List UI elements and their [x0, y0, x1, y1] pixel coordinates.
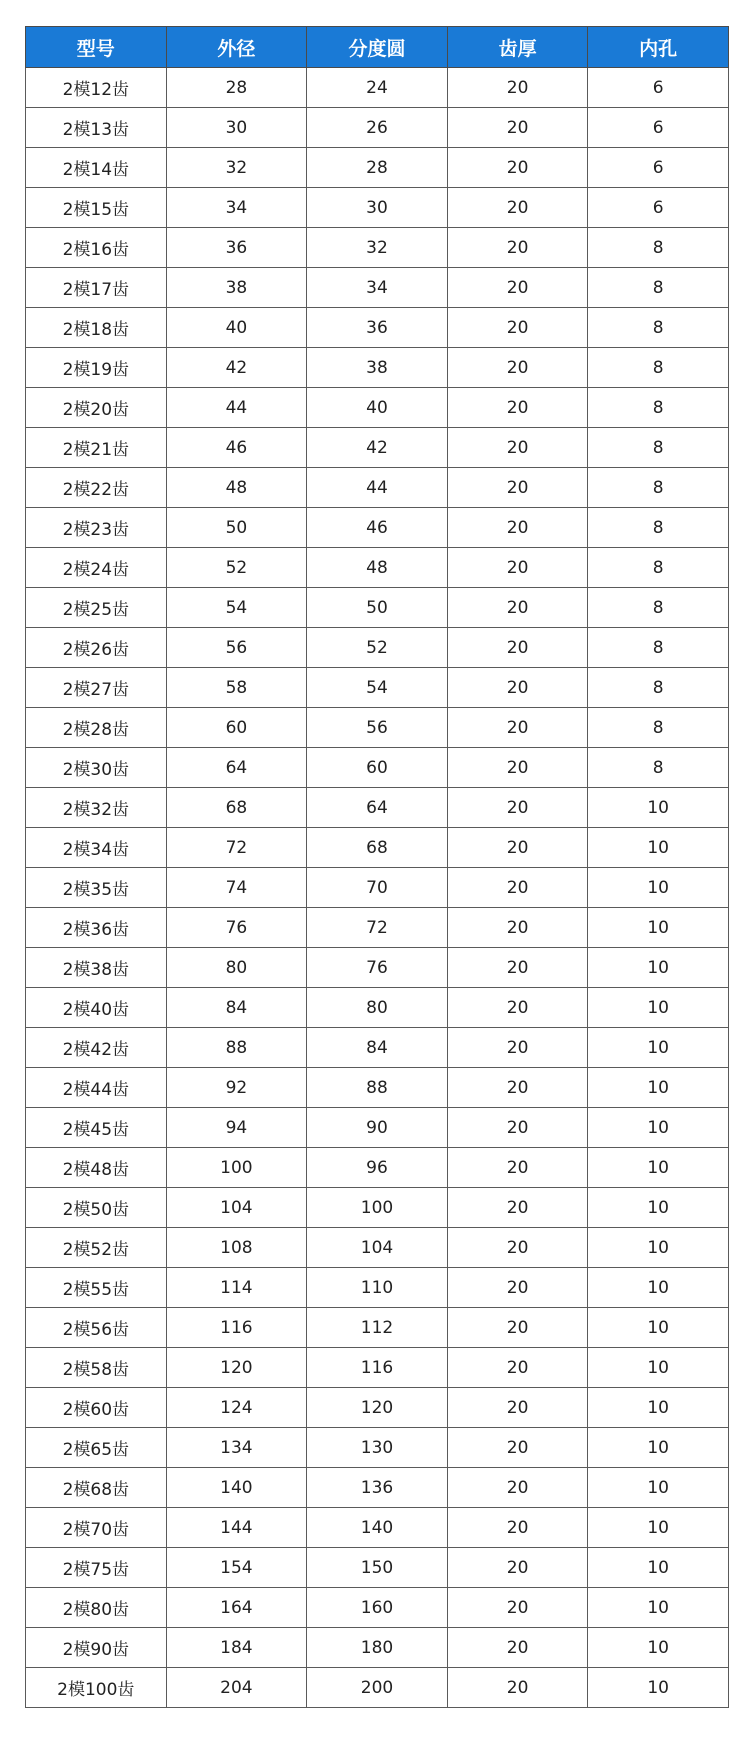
table-row — [26, 1428, 729, 1468]
cell-tooth-thickness: 20 — [447, 388, 588, 428]
table-row — [26, 828, 729, 868]
cell-outer-diameter: 154 — [166, 1548, 307, 1588]
cell-bore: 8 — [588, 548, 729, 588]
cell-outer-diameter: 68 — [166, 788, 307, 828]
cell-model: 2模18齿 — [26, 308, 167, 348]
cell-tooth-thickness: 20 — [447, 1228, 588, 1268]
cell-model: 2模19齿 — [26, 348, 167, 388]
cell-bore: 8 — [588, 308, 729, 348]
cell-tooth-thickness: 20 — [447, 908, 588, 948]
table-row — [26, 708, 729, 748]
table-row — [26, 428, 729, 468]
cell-model: 2模58齿 — [26, 1348, 167, 1388]
cell-pitch-circle: 90 — [307, 1108, 448, 1148]
cell-pitch-circle: 72 — [307, 908, 448, 948]
cell-outer-diameter: 56 — [166, 628, 307, 668]
cell-model: 2模42齿 — [26, 1028, 167, 1068]
cell-bore: 6 — [588, 148, 729, 188]
cell-pitch-circle: 44 — [307, 468, 448, 508]
table-row — [26, 228, 729, 268]
cell-model: 2模27齿 — [26, 668, 167, 708]
column-header-outer-diameter: 外径 — [166, 27, 307, 68]
cell-model: 2模80齿 — [26, 1588, 167, 1628]
cell-tooth-thickness: 20 — [447, 1428, 588, 1468]
cell-model: 2模68齿 — [26, 1468, 167, 1508]
cell-model: 2模55齿 — [26, 1268, 167, 1308]
cell-bore: 10 — [588, 1308, 729, 1348]
table-row — [26, 908, 729, 948]
cell-bore: 8 — [588, 268, 729, 308]
cell-pitch-circle: 130 — [307, 1428, 448, 1468]
cell-pitch-circle: 150 — [307, 1548, 448, 1588]
cell-tooth-thickness: 20 — [447, 188, 588, 228]
cell-bore: 8 — [588, 508, 729, 548]
cell-tooth-thickness: 20 — [447, 1148, 588, 1188]
cell-pitch-circle: 110 — [307, 1268, 448, 1308]
table-row — [26, 1028, 729, 1068]
cell-tooth-thickness: 20 — [447, 548, 588, 588]
table-row — [26, 548, 729, 588]
cell-bore: 8 — [588, 628, 729, 668]
table-row — [26, 1388, 729, 1428]
cell-tooth-thickness: 20 — [447, 1108, 588, 1148]
cell-bore: 8 — [588, 228, 729, 268]
table-row — [26, 1188, 729, 1228]
cell-bore: 10 — [588, 1028, 729, 1068]
cell-tooth-thickness: 20 — [447, 1588, 588, 1628]
cell-tooth-thickness: 20 — [447, 308, 588, 348]
table-row — [26, 1268, 729, 1308]
cell-pitch-circle: 52 — [307, 628, 448, 668]
cell-outer-diameter: 52 — [166, 548, 307, 588]
cell-model: 2模16齿 — [26, 228, 167, 268]
cell-tooth-thickness: 20 — [447, 468, 588, 508]
table-row — [26, 108, 729, 148]
cell-pitch-circle: 180 — [307, 1628, 448, 1668]
cell-tooth-thickness: 20 — [447, 868, 588, 908]
column-header-model: 型号 — [26, 27, 167, 68]
cell-bore: 8 — [588, 748, 729, 788]
cell-outer-diameter: 184 — [166, 1628, 307, 1668]
cell-bore: 8 — [588, 468, 729, 508]
cell-tooth-thickness: 20 — [447, 1348, 588, 1388]
cell-outer-diameter: 58 — [166, 668, 307, 708]
table-row — [26, 148, 729, 188]
cell-outer-diameter: 76 — [166, 908, 307, 948]
table-row — [26, 1108, 729, 1148]
table-row — [26, 588, 729, 628]
cell-pitch-circle: 70 — [307, 868, 448, 908]
cell-model: 2模70齿 — [26, 1508, 167, 1548]
cell-tooth-thickness: 20 — [447, 668, 588, 708]
cell-model: 2模24齿 — [26, 548, 167, 588]
cell-pitch-circle: 96 — [307, 1148, 448, 1188]
cell-outer-diameter: 92 — [166, 1068, 307, 1108]
cell-outer-diameter: 164 — [166, 1588, 307, 1628]
cell-model: 2模40齿 — [26, 988, 167, 1028]
table-body — [26, 68, 729, 1708]
cell-outer-diameter: 42 — [166, 348, 307, 388]
cell-tooth-thickness: 20 — [447, 1308, 588, 1348]
cell-pitch-circle: 88 — [307, 1068, 448, 1108]
table-row — [26, 388, 729, 428]
cell-bore: 10 — [588, 788, 729, 828]
cell-bore: 10 — [588, 1188, 729, 1228]
cell-bore: 10 — [588, 1108, 729, 1148]
table-row — [26, 1468, 729, 1508]
cell-outer-diameter: 134 — [166, 1428, 307, 1468]
table-row — [26, 1228, 729, 1268]
cell-model: 2模44齿 — [26, 1068, 167, 1108]
cell-outer-diameter: 100 — [166, 1148, 307, 1188]
cell-pitch-circle: 80 — [307, 988, 448, 1028]
cell-model: 2模30齿 — [26, 748, 167, 788]
cell-bore: 10 — [588, 828, 729, 868]
column-header-bore: 内孔 — [588, 27, 729, 68]
cell-outer-diameter: 80 — [166, 948, 307, 988]
table-row — [26, 1628, 729, 1668]
cell-tooth-thickness: 20 — [447, 268, 588, 308]
cell-model: 2模34齿 — [26, 828, 167, 868]
cell-outer-diameter: 204 — [166, 1668, 307, 1708]
cell-outer-diameter: 28 — [166, 68, 307, 108]
cell-tooth-thickness: 20 — [447, 748, 588, 788]
cell-tooth-thickness: 20 — [447, 1628, 588, 1668]
cell-bore: 8 — [588, 588, 729, 628]
table-row — [26, 1308, 729, 1348]
cell-pitch-circle: 26 — [307, 108, 448, 148]
cell-bore: 10 — [588, 1428, 729, 1468]
cell-model: 2模25齿 — [26, 588, 167, 628]
cell-bore: 10 — [588, 1548, 729, 1588]
cell-tooth-thickness: 20 — [447, 948, 588, 988]
cell-bore: 10 — [588, 988, 729, 1028]
cell-outer-diameter: 94 — [166, 1108, 307, 1148]
cell-tooth-thickness: 20 — [447, 1388, 588, 1428]
cell-outer-diameter: 32 — [166, 148, 307, 188]
cell-pitch-circle: 54 — [307, 668, 448, 708]
cell-outer-diameter: 144 — [166, 1508, 307, 1548]
cell-pitch-circle: 140 — [307, 1508, 448, 1548]
cell-tooth-thickness: 20 — [447, 148, 588, 188]
cell-outer-diameter: 114 — [166, 1268, 307, 1308]
cell-bore: 10 — [588, 1268, 729, 1308]
table-row — [26, 788, 729, 828]
cell-model: 2模32齿 — [26, 788, 167, 828]
cell-model: 2模90齿 — [26, 1628, 167, 1668]
cell-pitch-circle: 50 — [307, 588, 448, 628]
cell-outer-diameter: 72 — [166, 828, 307, 868]
cell-pitch-circle: 32 — [307, 228, 448, 268]
cell-outer-diameter: 64 — [166, 748, 307, 788]
cell-bore: 10 — [588, 1668, 729, 1708]
cell-bore: 10 — [588, 948, 729, 988]
cell-pitch-circle: 64 — [307, 788, 448, 828]
cell-outer-diameter: 48 — [166, 468, 307, 508]
cell-pitch-circle: 116 — [307, 1348, 448, 1388]
cell-outer-diameter: 108 — [166, 1228, 307, 1268]
cell-bore: 8 — [588, 428, 729, 468]
cell-pitch-circle: 34 — [307, 268, 448, 308]
cell-outer-diameter: 140 — [166, 1468, 307, 1508]
cell-pitch-circle: 30 — [307, 188, 448, 228]
cell-pitch-circle: 200 — [307, 1668, 448, 1708]
table-row — [26, 1068, 729, 1108]
cell-bore: 10 — [588, 868, 729, 908]
cell-bore: 10 — [588, 1468, 729, 1508]
column-header-pitch-circle: 分度圆 — [307, 27, 448, 68]
cell-model: 2模75齿 — [26, 1548, 167, 1588]
cell-bore: 10 — [588, 1508, 729, 1548]
cell-outer-diameter: 38 — [166, 268, 307, 308]
cell-outer-diameter: 36 — [166, 228, 307, 268]
cell-pitch-circle: 24 — [307, 68, 448, 108]
table-row — [26, 268, 729, 308]
cell-outer-diameter: 54 — [166, 588, 307, 628]
table-row — [26, 68, 729, 108]
table-row — [26, 1508, 729, 1548]
cell-bore: 6 — [588, 68, 729, 108]
cell-pitch-circle: 56 — [307, 708, 448, 748]
cell-tooth-thickness: 20 — [447, 1508, 588, 1548]
table-row — [26, 868, 729, 908]
cell-tooth-thickness: 20 — [447, 68, 588, 108]
cell-model: 2模48齿 — [26, 1148, 167, 1188]
cell-tooth-thickness: 20 — [447, 1028, 588, 1068]
cell-tooth-thickness: 20 — [447, 228, 588, 268]
cell-pitch-circle: 120 — [307, 1388, 448, 1428]
cell-outer-diameter: 74 — [166, 868, 307, 908]
cell-tooth-thickness: 20 — [447, 708, 588, 748]
cell-model: 2模13齿 — [26, 108, 167, 148]
cell-pitch-circle: 38 — [307, 348, 448, 388]
cell-bore: 8 — [588, 388, 729, 428]
table-row — [26, 348, 729, 388]
cell-model: 2模23齿 — [26, 508, 167, 548]
table-row — [26, 1548, 729, 1588]
cell-bore: 8 — [588, 708, 729, 748]
cell-model: 2模50齿 — [26, 1188, 167, 1228]
cell-model: 2模36齿 — [26, 908, 167, 948]
cell-pitch-circle: 68 — [307, 828, 448, 868]
cell-model: 2模60齿 — [26, 1388, 167, 1428]
cell-bore: 10 — [588, 1068, 729, 1108]
cell-tooth-thickness: 20 — [447, 1548, 588, 1588]
cell-pitch-circle: 42 — [307, 428, 448, 468]
cell-bore: 6 — [588, 188, 729, 228]
cell-tooth-thickness: 20 — [447, 508, 588, 548]
cell-pitch-circle: 36 — [307, 308, 448, 348]
cell-model: 2模22齿 — [26, 468, 167, 508]
table-row — [26, 988, 729, 1028]
cell-model: 2模12齿 — [26, 68, 167, 108]
cell-model: 2模17齿 — [26, 268, 167, 308]
table-row — [26, 748, 729, 788]
cell-model: 2模45齿 — [26, 1108, 167, 1148]
cell-outer-diameter: 116 — [166, 1308, 307, 1348]
cell-tooth-thickness: 20 — [447, 1468, 588, 1508]
table-row — [26, 948, 729, 988]
cell-outer-diameter: 120 — [166, 1348, 307, 1388]
cell-bore: 6 — [588, 108, 729, 148]
cell-model: 2模26齿 — [26, 628, 167, 668]
table-row — [26, 508, 729, 548]
cell-bore: 10 — [588, 1588, 729, 1628]
column-header-tooth-thickness: 齿厚 — [447, 27, 588, 68]
cell-outer-diameter: 40 — [166, 308, 307, 348]
cell-model: 2模20齿 — [26, 388, 167, 428]
cell-tooth-thickness: 20 — [447, 348, 588, 388]
table-row — [26, 628, 729, 668]
cell-pitch-circle: 48 — [307, 548, 448, 588]
table-row — [26, 188, 729, 228]
cell-tooth-thickness: 20 — [447, 988, 588, 1028]
cell-model: 2模21齿 — [26, 428, 167, 468]
cell-bore: 10 — [588, 908, 729, 948]
cell-outer-diameter: 124 — [166, 1388, 307, 1428]
cell-outer-diameter: 84 — [166, 988, 307, 1028]
cell-outer-diameter: 60 — [166, 708, 307, 748]
cell-model: 2模28齿 — [26, 708, 167, 748]
cell-model: 2模100齿 — [26, 1668, 167, 1708]
cell-bore: 8 — [588, 668, 729, 708]
gear-spec-table — [25, 26, 729, 1708]
cell-tooth-thickness: 20 — [447, 1268, 588, 1308]
cell-tooth-thickness: 20 — [447, 428, 588, 468]
cell-bore: 10 — [588, 1228, 729, 1268]
table-row — [26, 308, 729, 348]
cell-tooth-thickness: 20 — [447, 788, 588, 828]
cell-bore: 10 — [588, 1388, 729, 1428]
cell-pitch-circle: 160 — [307, 1588, 448, 1628]
table-row — [26, 668, 729, 708]
cell-pitch-circle: 112 — [307, 1308, 448, 1348]
header-row — [26, 27, 729, 68]
cell-model: 2模52齿 — [26, 1228, 167, 1268]
cell-pitch-circle: 46 — [307, 508, 448, 548]
cell-model: 2模14齿 — [26, 148, 167, 188]
cell-model: 2模56齿 — [26, 1308, 167, 1348]
cell-pitch-circle: 28 — [307, 148, 448, 188]
cell-pitch-circle: 76 — [307, 948, 448, 988]
cell-outer-diameter: 30 — [166, 108, 307, 148]
cell-pitch-circle: 104 — [307, 1228, 448, 1268]
cell-tooth-thickness: 20 — [447, 588, 588, 628]
cell-outer-diameter: 46 — [166, 428, 307, 468]
cell-outer-diameter: 88 — [166, 1028, 307, 1068]
cell-model: 2模15齿 — [26, 188, 167, 228]
cell-bore: 8 — [588, 348, 729, 388]
cell-pitch-circle: 40 — [307, 388, 448, 428]
cell-pitch-circle: 60 — [307, 748, 448, 788]
table-row — [26, 468, 729, 508]
cell-bore: 10 — [588, 1148, 729, 1188]
table-row — [26, 1588, 729, 1628]
cell-outer-diameter: 44 — [166, 388, 307, 428]
cell-pitch-circle: 136 — [307, 1468, 448, 1508]
table-row — [26, 1148, 729, 1188]
cell-tooth-thickness: 20 — [447, 828, 588, 868]
cell-model: 2模35齿 — [26, 868, 167, 908]
cell-tooth-thickness: 20 — [447, 1668, 588, 1708]
cell-tooth-thickness: 20 — [447, 1068, 588, 1108]
table-header — [26, 27, 729, 68]
cell-outer-diameter: 50 — [166, 508, 307, 548]
table-row — [26, 1668, 729, 1708]
cell-bore: 10 — [588, 1348, 729, 1388]
cell-tooth-thickness: 20 — [447, 108, 588, 148]
cell-tooth-thickness: 20 — [447, 1188, 588, 1228]
cell-outer-diameter: 104 — [166, 1188, 307, 1228]
table-row — [26, 1348, 729, 1388]
cell-outer-diameter: 34 — [166, 188, 307, 228]
cell-pitch-circle: 100 — [307, 1188, 448, 1228]
cell-pitch-circle: 84 — [307, 1028, 448, 1068]
cell-model: 2模38齿 — [26, 948, 167, 988]
cell-model: 2模65齿 — [26, 1428, 167, 1468]
cell-tooth-thickness: 20 — [447, 628, 588, 668]
cell-bore: 10 — [588, 1628, 729, 1668]
